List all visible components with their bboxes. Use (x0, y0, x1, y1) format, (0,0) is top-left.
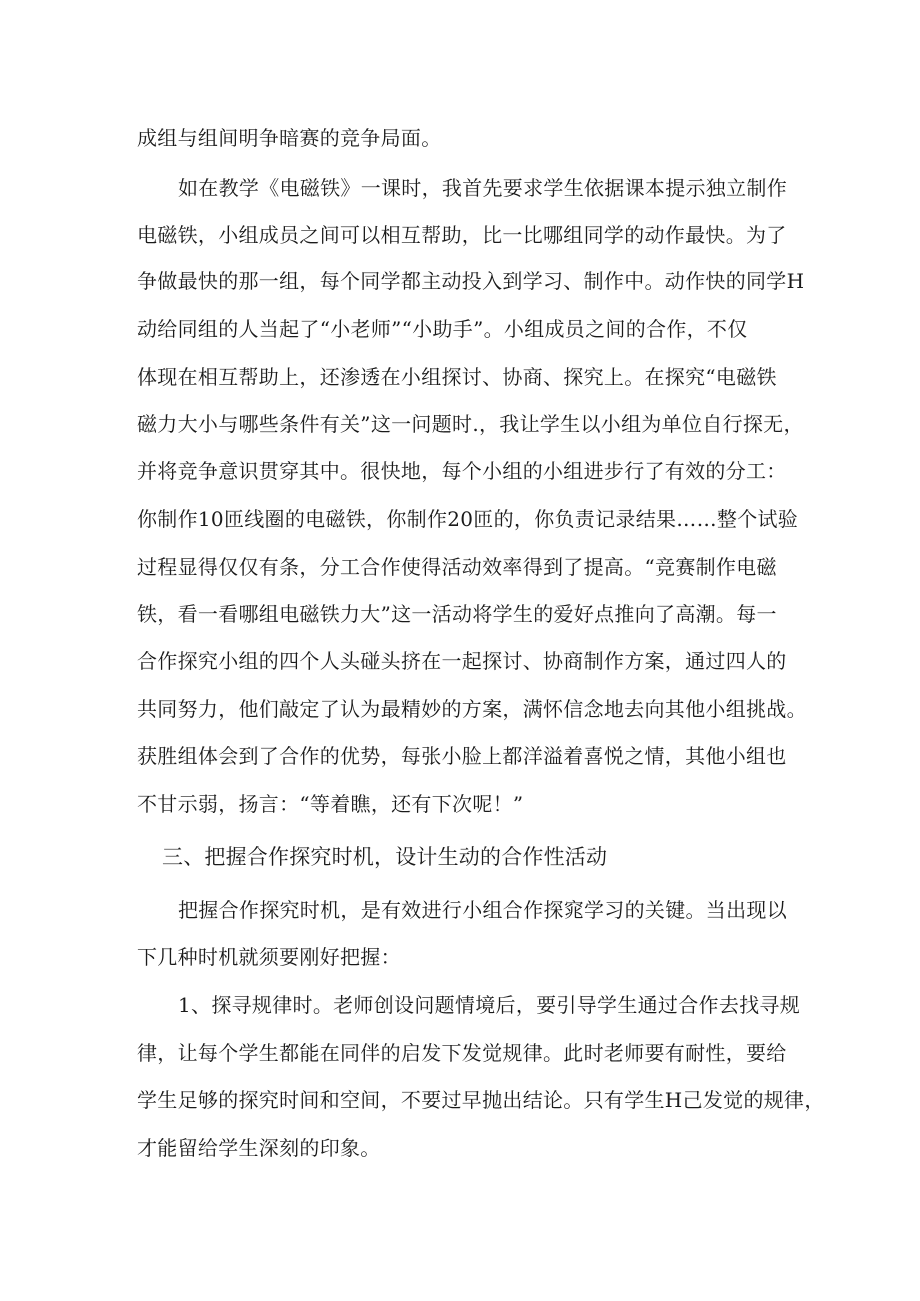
body-text-line: 不甘示弱，扬言：“等着瞧，还有下次呢！” (137, 792, 524, 816)
body-text-line: 如在教学《电磁铁》一课时，我首先要求学生依据课本提示独立制作 (178, 176, 787, 200)
body-text-line: 磁力大小与哪些条件有关”这一问题时.，我让学生以小组为单位自行探无， (137, 412, 804, 436)
body-text-line: 获胜组体会到了合作的优势，每张小脸上都洋溢着喜悦之情，其他小组也 (137, 744, 787, 768)
body-text-line: 体现在相互帮助上，还渗透在小组探讨、协商、探究上。在探究“电磁铁 (137, 365, 777, 389)
body-text-line: 合作探究小组的四个人头碰头挤在一起探讨、协商制作方案，通过四人的 (137, 649, 787, 673)
body-text-line: 过程显得仅仅有条，分工合作使得活动效率得到了提高。“竞赛制作电磁 (137, 555, 777, 579)
body-text-line: 共同努力，他们敲定了认为最精妙的方案，满怀信念地去向其他小组挑战。 (137, 697, 807, 721)
body-text-line: 把握合作探究时机，是有效进行小组合作探窕学习的关键。当出现以 (178, 898, 787, 922)
body-text-line: 电磁铁，小组成员之间可以相互帮助，比一比哪组同学的动作最快。为了 (137, 223, 787, 247)
section-heading: 三、把握合作探究时机，设计生动的合作性活动 (162, 845, 608, 869)
body-text-line: 争做最快的那一组，每个同学都主动投入到学习、制作中。动作快的同学H (137, 269, 805, 293)
body-text-line: 1、探寻规律时。老师创设问题情境后，要引导学生通过合作去找寻规 (178, 993, 801, 1017)
body-text-line: 并将竞争意识贯穿其中。很快地，每个小组的小组进步行了有效的分工： (137, 459, 787, 483)
body-text-line: 铁，看一看哪组电磁铁力大”这一活动将学生的爱好点推向了高潮。每一 (137, 602, 777, 626)
body-text-line: 学生足够的探究时间和空间，不要过早抛出结论。只有学生H己发觉的规律， (137, 1088, 825, 1112)
body-text-line: 下几种时机就须要刚好把握： (137, 945, 401, 969)
body-text-line: 成组与组间明争暗赛的竞争局面。 (137, 126, 442, 150)
body-text-line: 律，让每个学生都能在同伴的启发下发觉规律。此时老师要有耐性，要给 (137, 1041, 787, 1065)
body-text-line: 才能留给学生深刻的印象。 (137, 1136, 381, 1160)
body-text-line: 你制作10匝线圈的电磁铁，你制作20匝的，你负责记录结果……整个试验 (137, 507, 799, 531)
body-text-line: 动给同组的人当起了“小老师”“小助手”。小组成员之间的合作，不仅 (137, 317, 748, 341)
